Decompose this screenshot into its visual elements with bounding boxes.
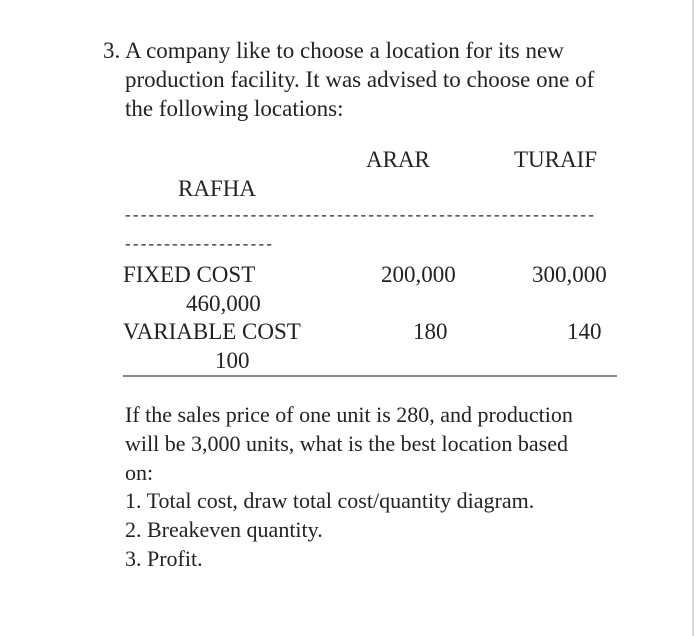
header-arar: ARAR [366,147,430,172]
table-bottom-rule [123,375,617,377]
fixed-cost-arar: 200,000 [381,262,456,287]
prompt-line-3: on: [125,460,154,485]
header-rafha: RAFHA [178,176,256,201]
prompt-line-1: If the sales price of one unit is 280, and production [125,402,573,427]
variable-cost-rafha: 100 [215,348,250,373]
list-item-profit: 3. Profit. [125,546,203,571]
row-label-fixed-cost: FIXED COST [123,262,256,287]
prompt-line-2: will be 3,000 units, what is the best location based [125,431,568,456]
variable-cost-turaif: 140 [567,319,602,344]
question-line-3: the following locations: [125,96,344,121]
fixed-cost-turaif: 300,000 [532,262,607,287]
question-line-1: A company like to choose a location for its new [125,38,564,63]
dashed-separator-short: ------------------- [123,236,273,254]
variable-cost-arar: 180 [413,319,448,344]
list-item-total-cost: 1. Total cost, draw total cost/quantity diagram. [125,488,535,513]
dashed-separator-long: ------------------------------------------------------------ [123,207,595,225]
list-item-breakeven: 2. Breakeven quantity. [125,517,323,542]
row-label-variable-cost: VARIABLE COST [123,319,301,344]
question-line-2: production facility. It was advised to choose one of [125,67,595,92]
question-number: 3. [103,38,121,63]
fixed-cost-rafha: 460,000 [186,291,261,316]
header-turaif: TURAIF [514,147,598,172]
page-edge-divider [692,0,694,636]
